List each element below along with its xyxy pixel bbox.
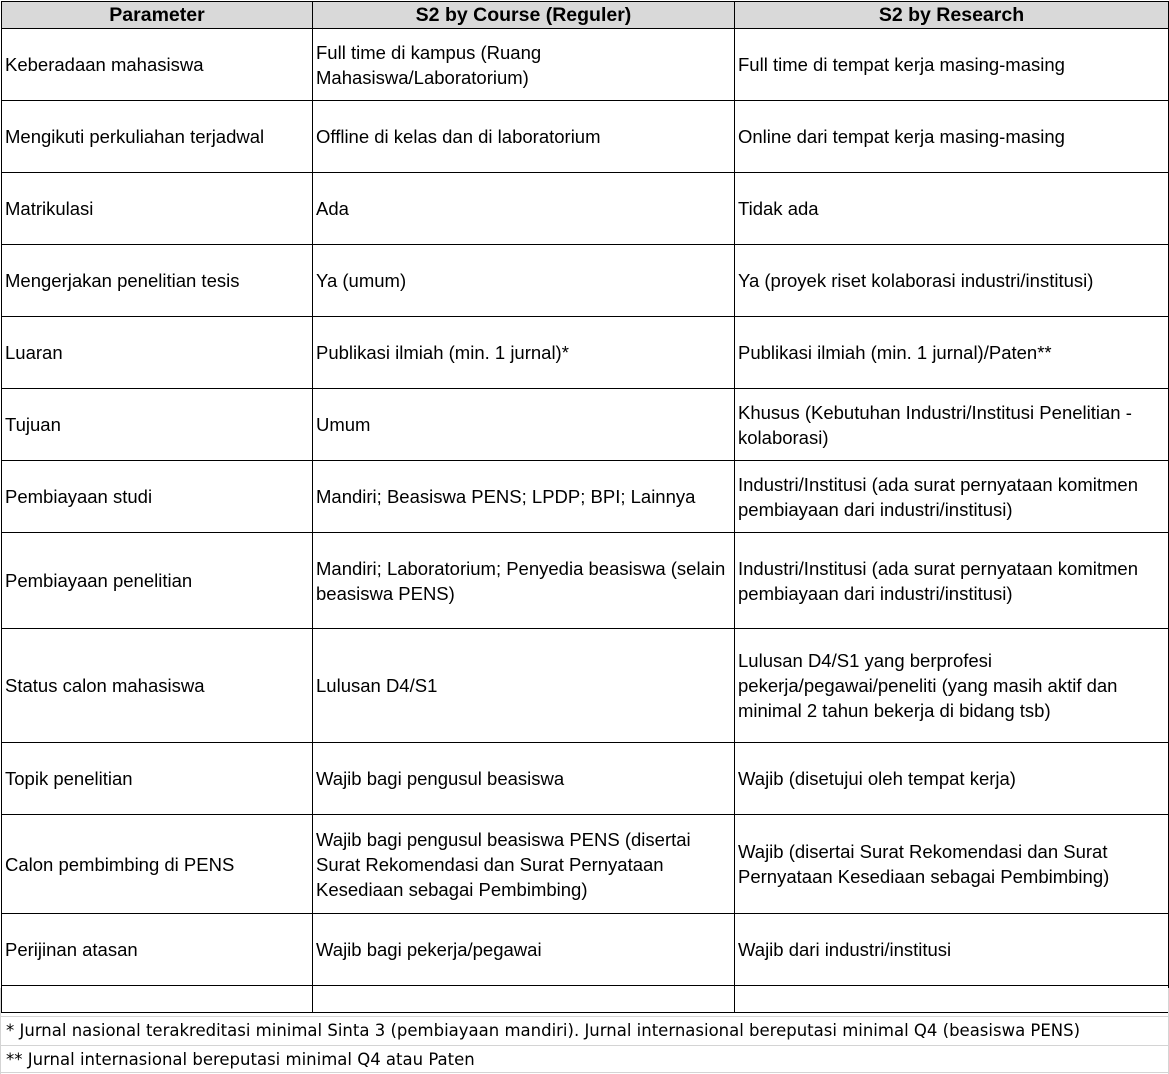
row-parameter: Matrikulasi bbox=[2, 173, 313, 245]
row-parameter: Luaran bbox=[2, 317, 313, 389]
row-parameter: Keberadaan mahasiswa bbox=[2, 29, 313, 101]
table-row bbox=[2, 815, 1169, 914]
footnote-journal: * Jurnal nasional terakreditasi minimal Sinta 3 (pembiayaan mandiri). Jurnal internasional bereputasi minimal Q4 (beasiswa PENS) bbox=[0, 1016, 1169, 1044]
row-parameter: Calon pembimbing di PENS bbox=[2, 815, 313, 914]
table-row bbox=[2, 173, 1169, 245]
table-row bbox=[2, 461, 1169, 533]
row-course-value: Lulusan D4/S1 bbox=[313, 629, 735, 743]
row-parameter: Perijinan atasan bbox=[2, 914, 313, 986]
row-parameter: Tujuan bbox=[2, 389, 313, 461]
empty-cell bbox=[2, 986, 313, 1013]
row-parameter: Status calon mahasiswa bbox=[2, 629, 313, 743]
row-course-value: Wajib bagi pekerja/pegawai bbox=[313, 914, 735, 986]
row-research-value: Industri/Institusi (ada surat pernyataan komitmen pembiayaan dari industri/institusi) bbox=[735, 461, 1169, 533]
empty-row bbox=[2, 986, 1169, 1013]
header-s2-by-research: S2 by Research bbox=[735, 2, 1169, 29]
row-course-value: Ya (umum) bbox=[313, 245, 735, 317]
row-research-value: Tidak ada bbox=[735, 173, 1169, 245]
table-row bbox=[2, 317, 1169, 389]
row-research-value: Publikasi ilmiah (min. 1 jurnal)/Paten** bbox=[735, 317, 1169, 389]
row-course-value: Mandiri; Laboratorium; Penyedia beasiswa (selain beasiswa PENS) bbox=[313, 533, 735, 629]
row-research-value: Lulusan D4/S1 yang berprofesi pekerja/pegawai/peneliti (yang masih aktif dan minimal 2 tahun bekerja di bidang tsb) bbox=[735, 629, 1169, 743]
row-research-value: Wajib (disertai Surat Rekomendasi dan Surat Pernyataan Kesediaan sebagai Pembimbing) bbox=[735, 815, 1169, 914]
row-course-value: Mandiri; Beasiswa PENS; LPDP; BPI; Lainnya bbox=[313, 461, 735, 533]
row-parameter: Pembiayaan penelitian bbox=[2, 533, 313, 629]
table-row bbox=[2, 389, 1169, 461]
header-row bbox=[2, 2, 1169, 29]
row-research-value: Khusus (Kebutuhan Industri/Institusi Penelitian - kolaborasi) bbox=[735, 389, 1169, 461]
table-row bbox=[2, 629, 1169, 743]
row-parameter: Mengikuti perkuliahan terjadwal bbox=[2, 101, 313, 173]
header-parameter: Parameter bbox=[2, 2, 313, 29]
comparison-table bbox=[1, 1, 1169, 1013]
table-row bbox=[2, 743, 1169, 815]
table-row bbox=[2, 29, 1169, 101]
table-row bbox=[2, 101, 1169, 173]
row-parameter: Pembiayaan studi bbox=[2, 461, 313, 533]
empty-cell bbox=[735, 986, 1169, 1013]
row-research-value: Wajib dari industri/institusi bbox=[735, 914, 1169, 986]
row-course-value: Offline di kelas dan di laboratorium bbox=[313, 101, 735, 173]
empty-cell bbox=[313, 986, 735, 1013]
row-research-value: Ya (proyek riset kolaborasi industri/institusi) bbox=[735, 245, 1169, 317]
table-row bbox=[2, 533, 1169, 629]
footnote-patent: ** Jurnal internasional bereputasi minimal Q4 atau Paten bbox=[0, 1045, 1169, 1073]
table-row bbox=[2, 245, 1169, 317]
row-research-value: Full time di tempat kerja masing-masing bbox=[735, 29, 1169, 101]
row-parameter: Mengerjakan penelitian tesis bbox=[2, 245, 313, 317]
row-course-value: Full time di kampus (Ruang Mahasiswa/Laboratorium) bbox=[313, 29, 735, 101]
row-course-value: Umum bbox=[313, 389, 735, 461]
row-research-value: Wajib (disetujui oleh tempat kerja) bbox=[735, 743, 1169, 815]
row-course-value: Wajib bagi pengusul beasiswa PENS (disertai Surat Rekomendasi dan Surat Pernyataan Kesediaan sebagai Pembimbing) bbox=[313, 815, 735, 914]
row-course-value: Ada bbox=[313, 173, 735, 245]
row-parameter: Topik penelitian bbox=[2, 743, 313, 815]
header-s2-by-course: S2 by Course (Reguler) bbox=[313, 2, 735, 29]
table-row bbox=[2, 914, 1169, 986]
row-course-value: Publikasi ilmiah (min. 1 jurnal)* bbox=[313, 317, 735, 389]
row-research-value: Industri/Institusi (ada surat pernyataan komitmen pembiayaan dari industri/institusi) bbox=[735, 533, 1169, 629]
row-research-value: Online dari tempat kerja masing-masing bbox=[735, 101, 1169, 173]
row-course-value: Wajib bagi pengusul beasiswa bbox=[313, 743, 735, 815]
